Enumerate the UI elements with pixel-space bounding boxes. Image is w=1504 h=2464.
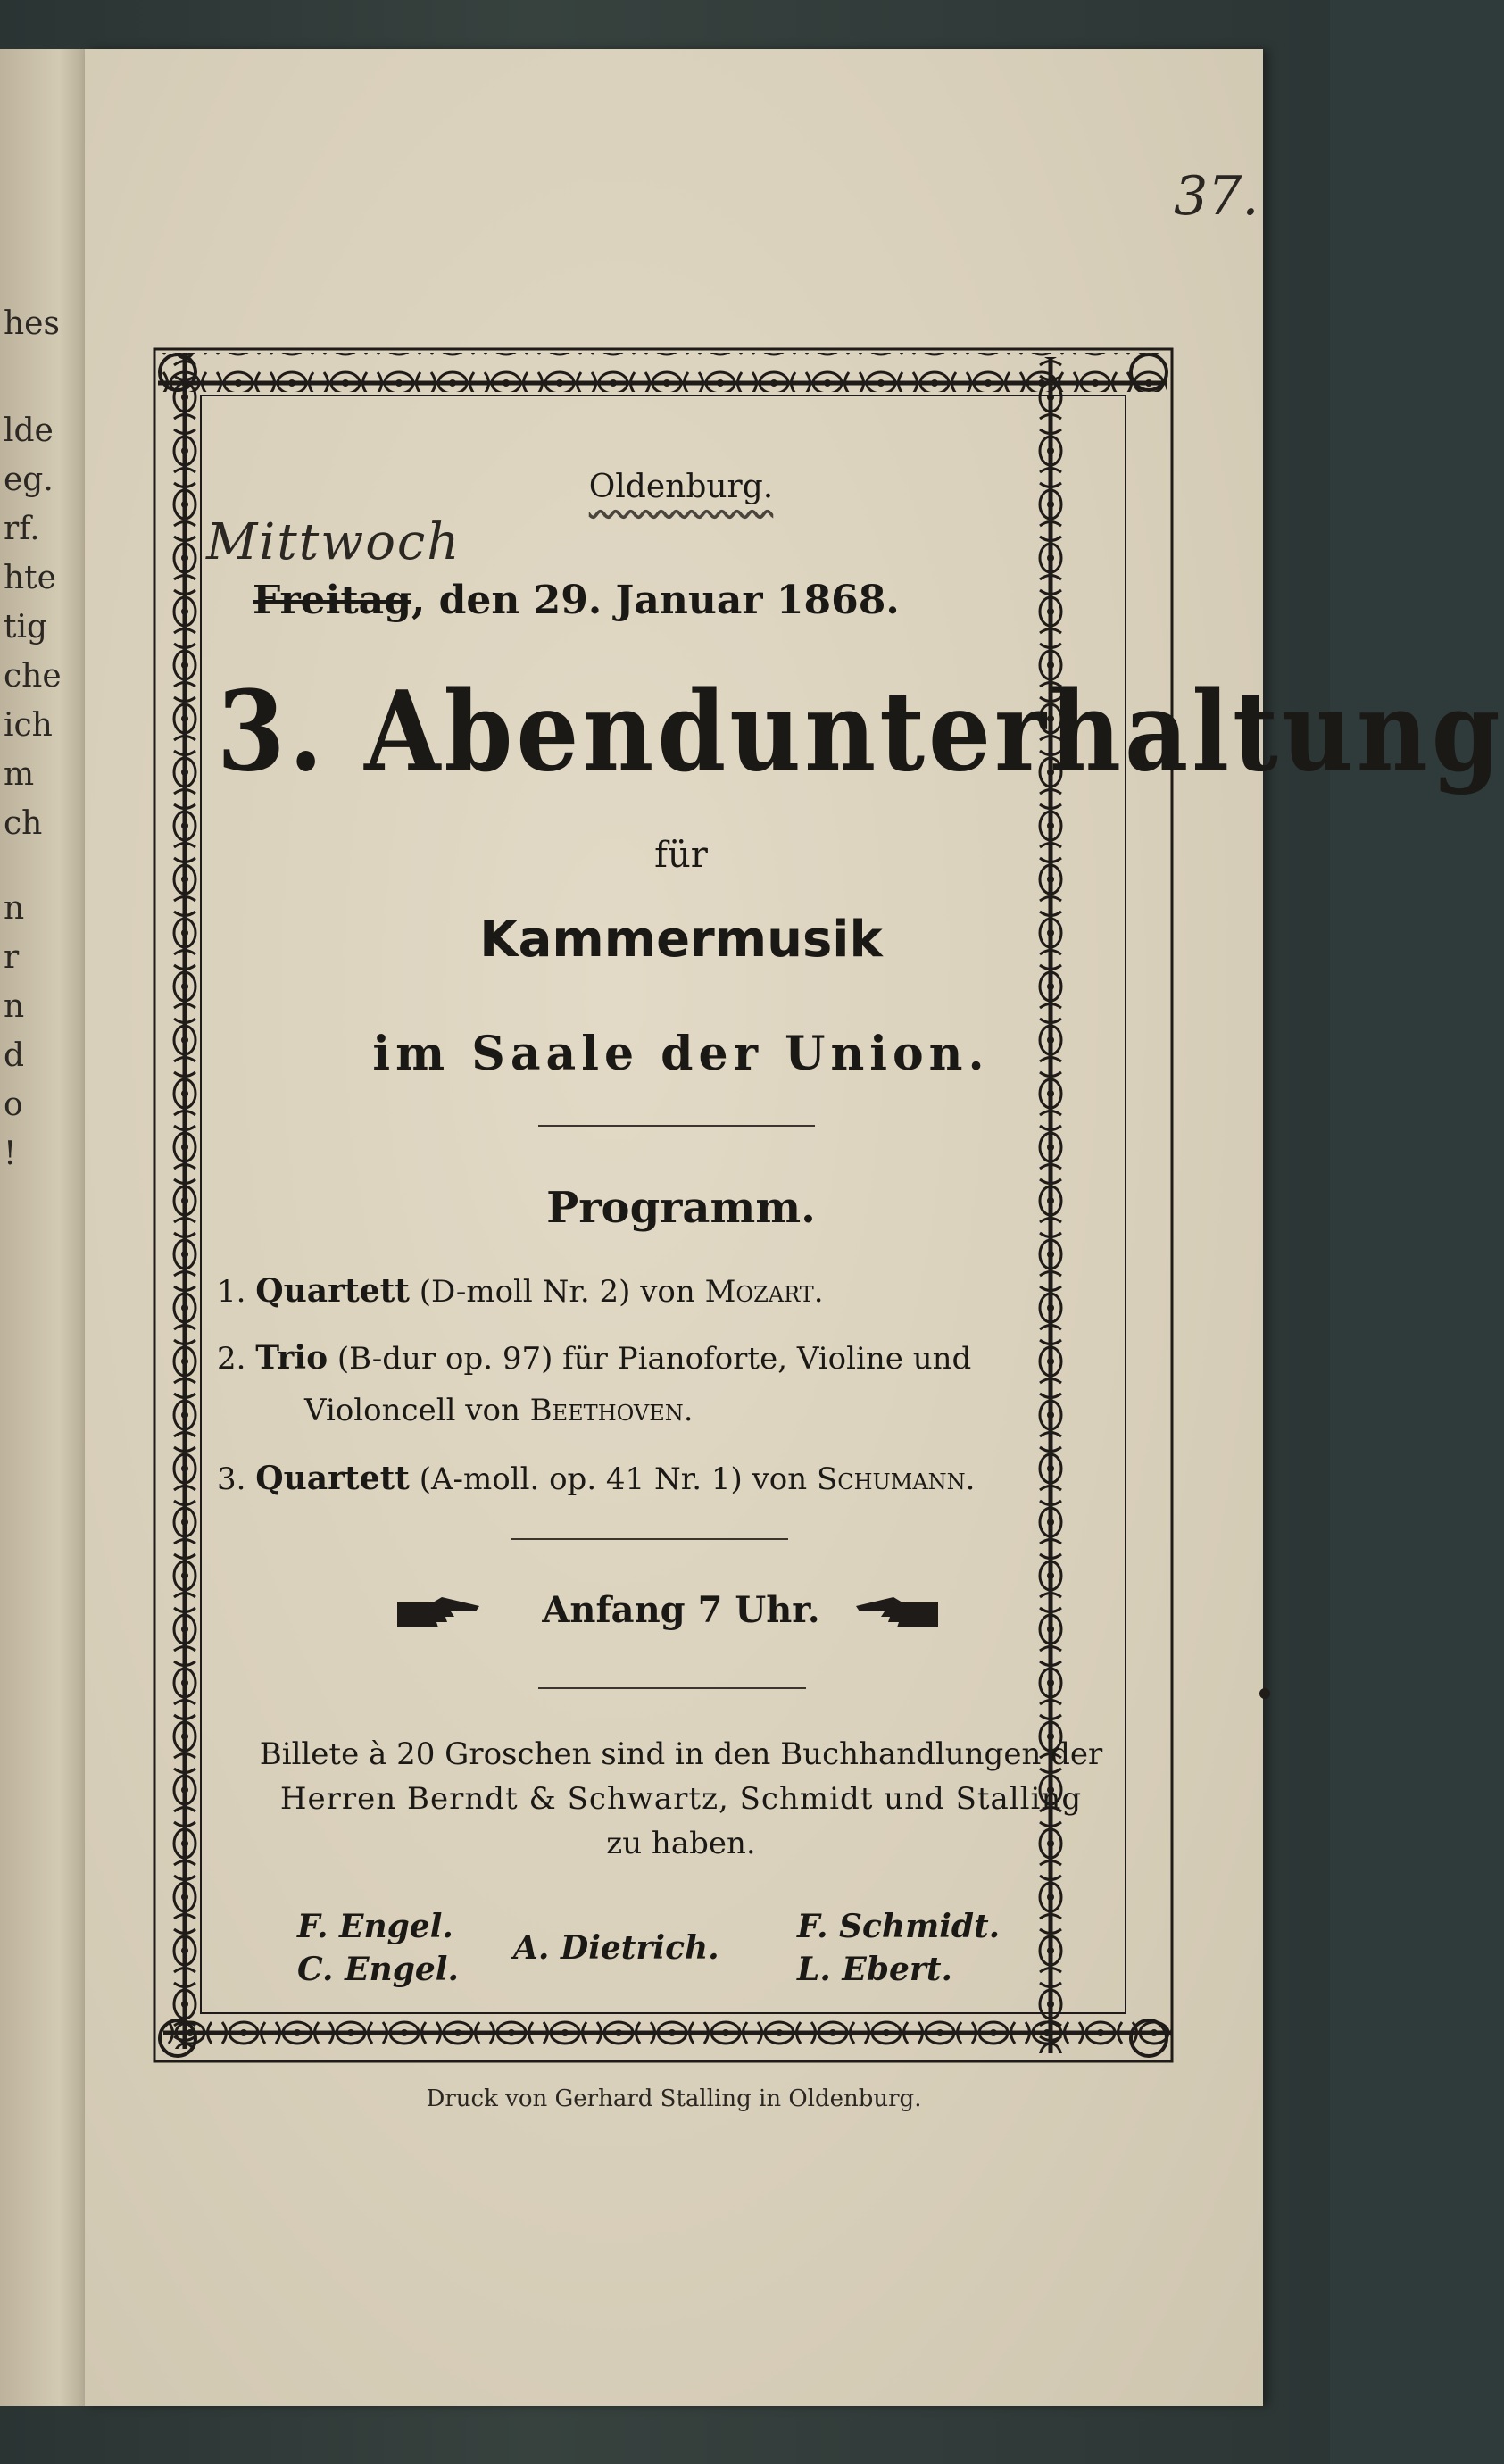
divider [511, 1538, 788, 1540]
facing-fragment: d [4, 1037, 25, 1074]
item-number: 3. [217, 1461, 246, 1497]
work-title: Trio [255, 1339, 328, 1377]
struck-day: Freitag [253, 578, 411, 623]
item-number: 1. [217, 1274, 246, 1310]
divider [538, 1687, 806, 1689]
venue-line: im Saale der Union. [372, 1027, 990, 1081]
facing-fragment: ich [4, 707, 53, 744]
facing-fragment: m [4, 756, 35, 793]
facing-fragment: hes [4, 305, 60, 342]
program-item-2-continued [304, 1393, 1233, 1428]
signatory: L. Ebert. [797, 1951, 953, 1988]
divider [538, 1125, 815, 1127]
signatory: F. Engel. [297, 1908, 453, 1945]
ticket-line-3: zu haben. [606, 1826, 756, 1861]
genre-title: Kammermusik [479, 911, 883, 969]
composer: Beethoven. [529, 1393, 694, 1428]
facing-fragment: n [4, 890, 25, 927]
facing-fragment: lde [4, 412, 54, 449]
printer-imprint: Druck von Gerhard Stalling in Oldenburg. [426, 2085, 922, 2112]
pointing-hand-left-icon [851, 1595, 940, 1631]
program-item-2 [217, 1339, 1145, 1377]
concert-program-sheet [85, 49, 1504, 2406]
facing-fragment: eg. [4, 462, 54, 498]
signatory: F. Schmidt. [797, 1908, 1001, 1945]
facing-fragment: tig [4, 609, 48, 645]
signatory: C. Engel. [297, 1951, 459, 1988]
composer: Schumann. [816, 1461, 976, 1497]
facing-fragment: hte [4, 560, 56, 596]
work-title: Quartett [255, 1272, 410, 1310]
facing-fragment: ! [4, 1136, 17, 1172]
item-number: 2. [217, 1341, 246, 1377]
composer: Mozart. [704, 1274, 824, 1310]
handwritten-correction: Mittwoch [206, 513, 461, 571]
event-title: 3. Abendunterhaltung [217, 667, 1504, 796]
work-detail: (B-dur op. 97) für Pianoforte, Violine und [328, 1341, 972, 1377]
place-heading: Oldenburg. [588, 469, 774, 505]
facing-fragment: r [4, 939, 20, 976]
work-detail: (A-moll. op. 41 Nr. 1) von [409, 1461, 817, 1497]
ticket-line-2: Herren Berndt & Schwartz, Schmidt und Stalling [279, 1781, 1083, 1817]
facing-fragment: n [4, 988, 25, 1025]
start-time: Anfang 7 Uhr. [542, 1589, 820, 1631]
program-item-1 [217, 1272, 1145, 1310]
fuer-text: für [654, 835, 708, 876]
facing-fragment: rf. [4, 511, 40, 547]
date-line [253, 578, 1145, 623]
facing-fragment: che [4, 658, 62, 695]
facing-page-edge [0, 49, 87, 2406]
date-text: , den 29. Januar 1868. [411, 578, 900, 623]
programm-heading: Programm. [546, 1183, 816, 1233]
work-detail: Violoncell von [304, 1393, 530, 1428]
signatory: A. Dietrich. [513, 1929, 719, 1967]
page-number: 37. [1174, 165, 1259, 228]
facing-fragment: ch [4, 805, 43, 842]
work-detail: (D-moll Nr. 2) von [409, 1274, 705, 1310]
start-time-row [217, 1589, 1145, 1631]
program-item-3 [217, 1460, 1145, 1497]
work-title: Quartett [255, 1460, 410, 1497]
program-content [206, 469, 1504, 2049]
ticket-line-1: Billete à 20 Groschen sind in den Buchhandlungen der [259, 1736, 1103, 1772]
facing-fragment: o [4, 1086, 23, 1123]
